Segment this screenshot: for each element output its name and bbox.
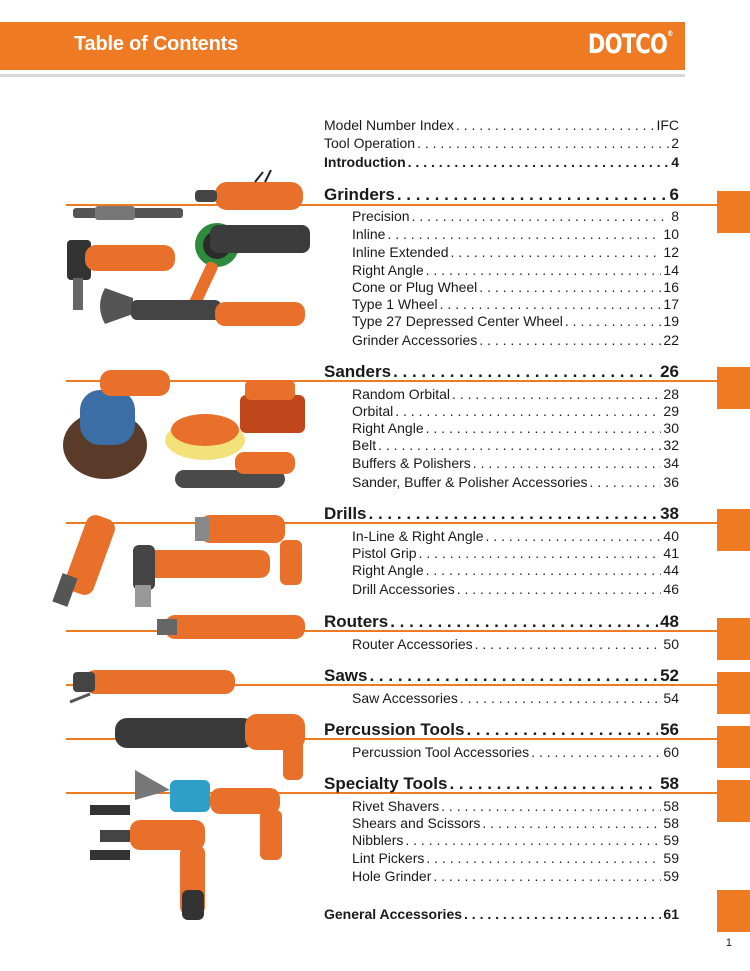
toc-entry[interactable]: Saw Accessories . . . 54: [352, 690, 679, 706]
toc-entry[interactable]: Type 27 Depressed Center Wheel . . . 19: [352, 313, 679, 329]
dotco-logo: DOTCO®: [588, 29, 673, 60]
toc-entry[interactable]: Hole Grinder . . . 59: [352, 868, 679, 884]
header-bar: [0, 22, 685, 70]
toc-entry[interactable]: Rivet Shavers . . . 58: [352, 798, 679, 814]
toc-entry[interactable]: Precision . . . 8: [352, 208, 679, 224]
toc-section-sanders[interactable]: Sanders . . . 26: [324, 362, 679, 382]
tab-general[interactable]: [717, 890, 750, 932]
header-rule: [0, 74, 685, 77]
tab-saws[interactable]: [717, 672, 750, 714]
toc-entry-tool-operation[interactable]: Tool Operation . . . 2: [324, 135, 679, 151]
toc-section-routers[interactable]: Routers . . . 48: [324, 612, 679, 632]
toc-entry[interactable]: Router Accessories . . . 50: [352, 636, 679, 652]
toc-entry[interactable]: Inline . . . 10: [352, 226, 679, 242]
toc-entry[interactable]: Buffers & Polishers . . . 34: [352, 455, 679, 471]
tab-drills[interactable]: [717, 509, 750, 551]
tab-percussion[interactable]: [717, 726, 750, 768]
toc-section-saws[interactable]: Saws . . . 52: [324, 666, 679, 686]
grinders-illustration: [55, 170, 325, 330]
toc-entry[interactable]: Inline Extended . . . 12: [352, 244, 679, 260]
toc-entry[interactable]: Percussion Tool Accessories . . . 60: [352, 744, 679, 760]
toc-entry[interactable]: Nibblers . . . 59: [352, 832, 679, 848]
toc-entry[interactable]: Cone or Plug Wheel . . . 16: [352, 279, 679, 295]
toc-entry[interactable]: Sander, Buffer & Polisher Accessories . . . 36: [352, 474, 679, 490]
tab-routers[interactable]: [717, 618, 750, 660]
sanders-illustration: [55, 360, 325, 495]
toc-entry[interactable]: Pistol Grip . . . 41: [352, 545, 679, 561]
tab-sanders[interactable]: [717, 367, 750, 409]
toc-entry[interactable]: Lint Pickers . . . 59: [352, 850, 679, 866]
page-title: Table of Contents: [74, 33, 239, 55]
toc-entry[interactable]: Orbital . . . 29: [352, 403, 679, 419]
tab-grinders[interactable]: [717, 191, 750, 233]
toc-section-percussion-tools[interactable]: Percussion Tools . . . 56: [324, 720, 679, 740]
tab-specialty[interactable]: [717, 780, 750, 822]
toc-section-specialty-tools[interactable]: Specialty Tools . . . 58: [324, 774, 679, 794]
toc-entry[interactable]: Grinder Accessories . . . 22: [352, 332, 679, 348]
drills-illustration: [45, 505, 315, 645]
toc-section-grinders[interactable]: Grinders . . . 6: [324, 185, 679, 205]
toc-entry-introduction[interactable]: Introduction . . . 4: [324, 154, 679, 170]
toc-entry[interactable]: Right Angle . . . 14: [352, 262, 679, 278]
page-number: 1: [725, 937, 732, 949]
specialty-tools-illustration: [85, 760, 305, 930]
toc-entry-general-accessories[interactable]: General Accessories . . . 61: [324, 906, 679, 922]
toc-entry[interactable]: Drill Accessories . . . 46: [352, 581, 679, 597]
toc-entry[interactable]: Type 1 Wheel . . . 17: [352, 296, 679, 312]
toc-entry[interactable]: Right Angle . . . 30: [352, 420, 679, 436]
toc-entry-model-number-index[interactable]: Model Number Index . . . IFC: [324, 117, 679, 133]
toc-entry[interactable]: Shears and Scissors . . . 58: [352, 815, 679, 831]
toc-entry[interactable]: Right Angle . . . 44: [352, 562, 679, 578]
toc-entry[interactable]: In-Line & Right Angle . . . 40: [352, 528, 679, 544]
toc-entry[interactable]: Belt . . . 32: [352, 437, 679, 453]
toc-section-drills[interactable]: Drills . . . 38: [324, 504, 679, 524]
toc-entry[interactable]: Random Orbital . . . 28: [352, 386, 679, 402]
